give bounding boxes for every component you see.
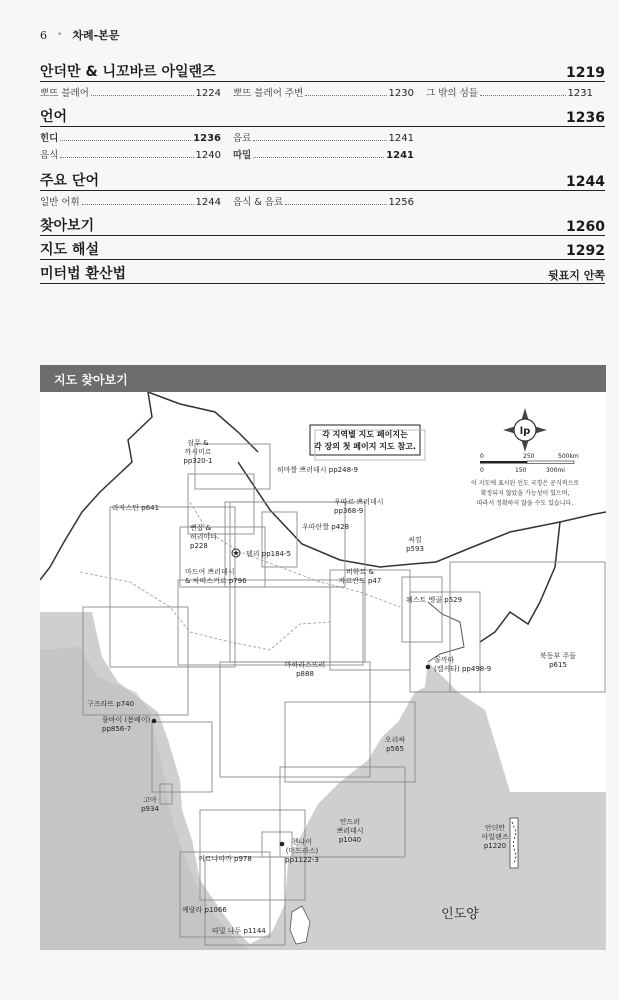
map-region-label: 비하르 & [346, 568, 374, 576]
toc-title-row [40, 105, 605, 127]
toc-leader-dots [82, 204, 194, 205]
toc-section-title: 주요 단어 [40, 173, 99, 189]
map-region-label: p593 [406, 545, 424, 553]
toc-entry-label: 힌디 [40, 133, 59, 144]
map-region-label: p565 [386, 745, 404, 753]
map-region-label: (캘커타) pp498-9 [434, 665, 492, 673]
scale-bottom-1: 150 [515, 467, 527, 474]
map-region-label: 자르칸드 p47 [338, 577, 382, 585]
toc-entry-label: 뽀뜨 블레어 주변 [233, 88, 304, 99]
toc-section [40, 214, 605, 236]
map-region-label: 첸나이 [291, 838, 313, 846]
toc-title-row [40, 169, 605, 191]
toc-section [40, 262, 605, 284]
toc-entry-page: 1241 [386, 150, 414, 161]
map-region-label: (머드라스) [285, 847, 319, 855]
toc-entry-label: 음식 & 음료 [233, 197, 284, 208]
map-region-label: 마하라스뜨러 [284, 661, 326, 669]
map-region-label: 고아 [143, 796, 157, 804]
note-line-1: 이 지도에 표시된 인도 국경은 공식적으로 [470, 480, 580, 487]
map-region-label: 아일랜즈 [481, 833, 509, 841]
note-line-2: 확정되지 않았을 가능성이 있으며, [480, 490, 570, 497]
toc-section-page: 1292 [566, 243, 605, 259]
map-region-label: 꼴까따 [434, 656, 455, 664]
map-title-bar [40, 365, 606, 392]
toc-entry-page: 1240 [195, 150, 221, 161]
toc-entry [233, 191, 426, 208]
toc-section-page: 1236 [566, 110, 605, 126]
map-region-label: 꺼르나따까 p978 [198, 855, 252, 863]
toc-entry [426, 127, 605, 144]
toc-title-row [40, 214, 605, 236]
toc-entry-page: 1230 [388, 88, 414, 99]
section-title: 차례-본문 [72, 29, 120, 42]
map-region-label: pp320-1 [183, 457, 213, 465]
header-bullet: • [57, 30, 63, 40]
map-region-label: pp856-7 [102, 725, 132, 733]
map-disclaimer [471, 479, 579, 507]
map-region-label: pp1122-3 [285, 856, 319, 864]
kolkata-dot [426, 665, 431, 670]
toc-leader-dots [253, 140, 386, 141]
svg-text:lp: lp [519, 426, 531, 437]
map-region-label: p1040 [338, 836, 362, 844]
toc-entry-page: 1256 [388, 197, 414, 208]
toc-entry-label: 음료 [233, 133, 252, 144]
india-map [40, 392, 606, 950]
toc-entry-page: 1236 [193, 133, 221, 144]
map-region-label: pp368-9 [334, 507, 364, 515]
toc-section-page: 1219 [566, 65, 605, 81]
mumbai-dot [152, 719, 157, 724]
map-region-label: p1220 [483, 842, 507, 850]
table-of-contents [40, 60, 605, 286]
scale-bottom-0: 0 [480, 467, 484, 474]
note-line-3: 따라서 정확하지 않을 수도 있습니다. [476, 500, 574, 507]
map-region-label: 뭄바이 (봄베이) [102, 716, 151, 724]
map-region-label: p888 [296, 670, 314, 678]
callout-line-2: 각 장의 첫 페이지 지도 참고. [314, 442, 416, 451]
page-number: 6 [40, 28, 47, 42]
toc-section [40, 105, 605, 161]
map-region-label: 우따르 쁘러데시 [334, 498, 384, 506]
map-region-label: 뻔잡 & [190, 524, 212, 532]
map-region-label: 쁘러데시 [336, 827, 364, 835]
toc-entry-label: 음식 [40, 150, 59, 161]
toc-title-row [40, 262, 605, 284]
toc-section-title: 미터법 환산법 [40, 266, 127, 282]
toc-section-page: 1244 [566, 174, 605, 190]
toc-entry [426, 82, 605, 99]
toc-entry-label: 일반 어휘 [40, 197, 80, 208]
toc-section-title: 찾아보기 [40, 218, 95, 234]
page-header [40, 27, 119, 43]
scale-bottom-2: 300mi [546, 467, 565, 474]
map-region-label: 께랄라 p1066 [182, 906, 227, 914]
toc-entry-label: 따밀 [233, 150, 252, 161]
toc-leader-dots [60, 140, 191, 141]
toc-entry [233, 82, 426, 99]
toc-entry-page: 1244 [195, 197, 221, 208]
toc-entries [40, 127, 605, 161]
map-region-label: & 차띠스거르 p796 [185, 577, 247, 585]
scale-top-2: 500km [558, 453, 579, 460]
toc-section [40, 238, 605, 260]
map-region-label: 씨낌 [408, 536, 422, 544]
toc-entry-page: 1224 [195, 88, 221, 99]
map-region-label: 북동부 주들 [539, 652, 577, 660]
toc-leader-dots [253, 157, 384, 158]
chennai-dot [280, 842, 285, 847]
map-region-label: 델리 pp184-5 [246, 550, 291, 558]
map-region-label: p934 [141, 805, 159, 813]
map-region-label: 구즈라뜨 p740 [87, 700, 135, 708]
map-region-label: 라자스탄 p641 [112, 504, 160, 512]
map-region-label: 히마짤 쁘러데시 pp248-9 [277, 466, 359, 474]
scale-top-0: 0 [480, 453, 484, 460]
toc-entry [40, 191, 233, 208]
andaman-islands-frame [510, 818, 518, 868]
map-region-label: p615 [549, 661, 567, 669]
toc-title-row [40, 238, 605, 260]
map-region-label: 오리싸 [384, 736, 406, 744]
toc-entry-label: 뽀뜨 블레어 [40, 88, 89, 99]
map-title: 지도 찾아보기 [54, 373, 128, 387]
toc-entries [40, 191, 605, 208]
toc-leader-dots [60, 157, 193, 158]
toc-entry-page: 1241 [388, 133, 414, 144]
ocean-label: 인도양 [441, 907, 479, 922]
toc-entry [233, 144, 426, 161]
toc-title-row [40, 60, 605, 82]
toc-section-title: 언어 [40, 109, 68, 125]
toc-section [40, 169, 605, 208]
toc-leader-dots [305, 95, 386, 96]
toc-entry-page: 1231 [567, 88, 593, 99]
delhi-star-icon [232, 549, 240, 557]
toc-entry-label: 그 밖의 섬들 [426, 88, 478, 99]
map-region-label: 까시미르 [184, 448, 212, 456]
toc-leader-dots [480, 95, 566, 96]
toc-entry [40, 144, 233, 161]
map-region-label: 마드여 쁘러데시 [185, 568, 235, 576]
map-region-label: p228 [190, 542, 208, 550]
scale-top-1: 250 [523, 453, 535, 460]
callout-line-1: 각 지역별 지도 페이지는 [322, 430, 408, 439]
map-region-label: 따밀 나두 p1144 [212, 927, 266, 935]
map-region-label: 잠무 & [187, 439, 209, 447]
map-index [40, 365, 606, 950]
toc-leader-dots [91, 95, 194, 96]
map-region-label: 안드러 [339, 818, 361, 826]
toc-leader-dots [285, 204, 386, 205]
map-callout [310, 425, 425, 460]
toc-section-page: 1260 [566, 219, 605, 235]
toc-entry [40, 127, 233, 144]
toc-entries [40, 82, 605, 99]
map-region-label: 웨스트 벵골 p529 [406, 596, 463, 604]
toc-section [40, 60, 605, 99]
toc-section-title: 지도 해설 [40, 242, 99, 258]
map-region-label: 허리야나 [190, 533, 218, 541]
toc-entry [40, 82, 233, 99]
map-region-label: 우따란짤 p428 [302, 523, 350, 531]
toc-entry [233, 127, 426, 144]
map-region-label: 안더만 [484, 824, 506, 832]
toc-section-page: 뒷표지 안쪽 [548, 269, 605, 282]
toc-section-title: 안더만 & 니꼬바르 아일랜즈 [40, 64, 216, 80]
